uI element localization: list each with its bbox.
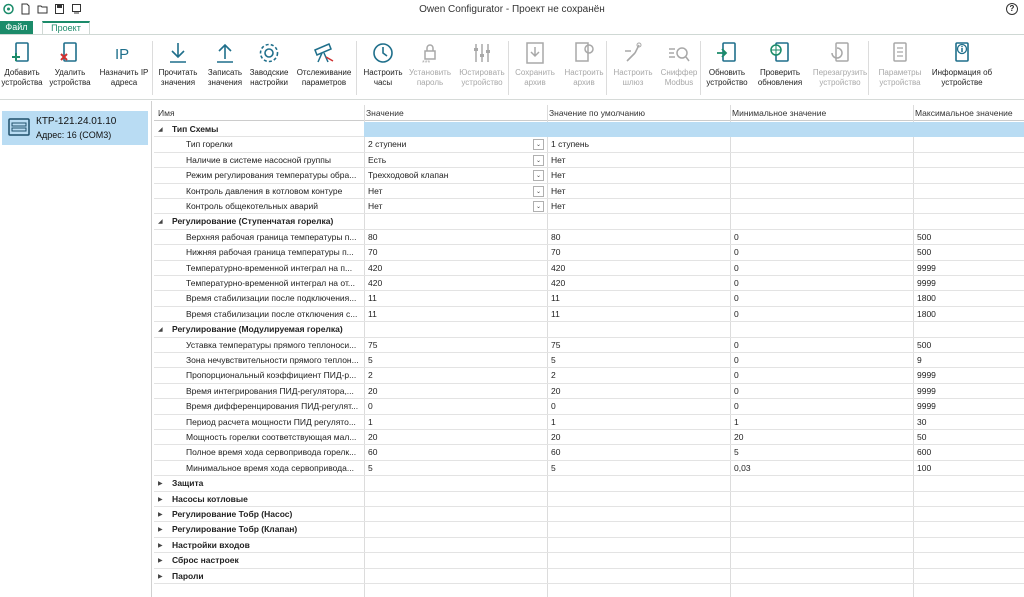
ribbon-separator — [152, 41, 153, 95]
archcfg-label-2: архив — [573, 77, 595, 87]
group-name: Регулирование (Ступенчатая горелка) — [172, 216, 334, 227]
param-default: 420 — [551, 262, 566, 273]
parameter-grid — [154, 105, 1024, 597]
collapsed-arrow-icon[interactable]: ▶ — [158, 573, 163, 580]
window-title: Owen Configurator - Проект не сохранён — [419, 4, 605, 15]
param-value[interactable]: 2 — [368, 370, 373, 381]
read-label-1: Прочитать — [158, 68, 198, 77]
group-row[interactable] — [154, 569, 1024, 584]
selection-highlight — [364, 122, 1024, 137]
param-value[interactable]: 20 — [368, 385, 378, 396]
parameter-row[interactable] — [154, 430, 1024, 445]
update-label-2: устройство — [706, 77, 748, 87]
param-name: Мощность горелки соответствующая мал... — [186, 432, 357, 442]
del-label-2: устройства — [49, 77, 91, 87]
param-value[interactable]: 75 — [368, 339, 378, 350]
device-item[interactable] — [2, 111, 148, 145]
parameter-row[interactable] — [154, 384, 1024, 399]
help-icon[interactable]: ? — [1006, 3, 1018, 15]
param-min — [732, 168, 911, 184]
param-default: 2 — [551, 370, 556, 381]
ribbon-toolbar — [0, 34, 1024, 100]
gear-icon — [257, 41, 281, 65]
parameter-row[interactable] — [154, 230, 1024, 245]
param-name: Время дифференцирования ПИД-регулят... — [186, 401, 359, 412]
parameter-row[interactable] — [154, 168, 1024, 183]
ribbon-separator — [606, 41, 607, 95]
param-default: 60 — [551, 447, 561, 458]
adjust-label-2: устройство — [461, 77, 503, 87]
del-label-1: Удалить — [54, 68, 86, 77]
param-value[interactable]: 0 — [368, 401, 373, 412]
adjust-label-1: Юстировать — [459, 68, 505, 77]
group-row[interactable] — [154, 507, 1024, 522]
ribbon-separator — [868, 41, 869, 95]
param-min: 20 — [734, 432, 744, 442]
group-row[interactable] — [154, 214, 1024, 229]
param-name: Температурно-временной интеграл на от... — [186, 278, 355, 288]
chevron-down-icon[interactable]: ⌄ — [533, 139, 544, 150]
param-max: 9999 — [917, 262, 936, 273]
ribbon-separator — [700, 41, 701, 95]
factory-button[interactable] — [248, 39, 290, 97]
param-name: Контроль давления в котловом контуре — [186, 185, 343, 196]
reboot-label-1: Перезагрузить — [812, 68, 868, 77]
param-max: 600 — [917, 447, 932, 458]
param-name: Тип горелки — [186, 139, 233, 150]
parameter-row[interactable] — [154, 153, 1024, 168]
group-name: Регулирование Тобр (Клапан) — [172, 524, 298, 535]
device-add-icon — [10, 41, 34, 65]
group-name: Регулирование Тобр (Насос) — [172, 509, 293, 519]
param-default: Нет — [551, 201, 566, 211]
param-name: Режим регулирования температуры обра... — [186, 170, 357, 181]
write-button[interactable] — [202, 39, 248, 97]
col-header-min[interactable]: Минимальное значение — [732, 108, 827, 118]
globe-device-icon — [768, 41, 792, 65]
param-min: 0 — [734, 355, 739, 365]
add-label-1: Добавить — [4, 68, 40, 77]
read-label-2: значения — [160, 77, 196, 87]
col-header-value[interactable]: Значение — [366, 108, 404, 118]
telescope-icon — [312, 41, 336, 65]
param-value[interactable]: 420 — [368, 262, 383, 273]
param-min — [732, 153, 911, 169]
update-label-1: Обновить — [708, 68, 746, 77]
archsave-button — [512, 39, 558, 97]
group-row[interactable] — [154, 538, 1024, 553]
sniffer-button — [656, 39, 702, 97]
param-value[interactable]: 70 — [368, 247, 378, 258]
sniffer-label-1: Сниффер — [660, 68, 698, 77]
param-value[interactable]: Нет — [368, 185, 383, 196]
parameter-row[interactable] — [154, 307, 1024, 322]
param-default: 75 — [551, 339, 561, 350]
gateway-label-2: шлюз — [622, 77, 644, 87]
parameter-row[interactable] — [154, 245, 1024, 260]
pass-button — [406, 39, 454, 97]
param-max: 9999 — [917, 278, 936, 288]
gateway-label-1: Настроить — [613, 68, 653, 77]
param-value[interactable]: 2 ступени — [368, 139, 407, 150]
reboot-label-2: устройство — [819, 77, 861, 87]
device-name: КТР-121.24.01.10 — [36, 116, 117, 127]
param-name: Контроль общекотельных аварий — [186, 201, 319, 211]
clock-button[interactable] — [360, 39, 406, 97]
param-value[interactable]: 60 — [368, 447, 378, 458]
group-row[interactable] — [154, 322, 1024, 337]
update-button[interactable] — [704, 39, 750, 97]
param-max: 1800 — [917, 293, 936, 304]
param-max — [915, 153, 1022, 169]
factory-label-1: Заводские — [249, 68, 289, 77]
param-min: 0 — [734, 262, 739, 273]
checkupd-label-1: Проверить — [759, 68, 800, 77]
param-default: Нет — [551, 170, 566, 181]
param-value[interactable]: 5 — [368, 462, 373, 473]
archsave-label-1: Сохранить — [515, 68, 555, 77]
param-default: 20 — [551, 385, 561, 396]
group-name: Сброс настроек — [172, 555, 239, 566]
collapsed-arrow-icon[interactable]: ▶ — [158, 496, 163, 503]
param-name: Пропорциональный коэффициент ПИД-р... — [186, 370, 357, 381]
param-default: Нет — [551, 154, 566, 165]
group-name: Насосы котловые — [172, 493, 248, 504]
param-name: Зона нечувствительности прямого теплон... — [186, 355, 359, 365]
track-button[interactable] — [290, 39, 358, 97]
add-label-2: устройства — [1, 77, 43, 87]
title-bar — [0, 0, 1024, 20]
add-button[interactable] — [0, 39, 44, 97]
param-max — [915, 184, 1022, 200]
reboot-icon — [828, 41, 852, 65]
param-max: 500 — [917, 339, 932, 350]
parameter-row[interactable] — [154, 461, 1024, 476]
device-address: Адрес: 16 (COM3) — [36, 130, 112, 140]
group-row[interactable] — [154, 122, 1024, 137]
col-header-max[interactable]: Максимальное значение — [915, 108, 1013, 118]
param-default: 5 — [551, 462, 556, 473]
sniffer-icon — [667, 41, 691, 65]
device-params-icon — [888, 41, 912, 65]
tab-file[interactable]: Файл — [0, 21, 33, 34]
svg-text:***: *** — [422, 60, 431, 65]
expanded-arrow-icon[interactable]: ◢ — [158, 327, 163, 334]
ip-label-2: адреса — [110, 77, 138, 87]
parameter-row[interactable] — [154, 184, 1024, 199]
sliders-icon — [470, 41, 494, 65]
archcfg-button — [558, 39, 610, 97]
param-value[interactable]: Трехходовой клапан — [368, 170, 449, 181]
info-label-1: Информация об — [931, 68, 993, 77]
param-name: Время стабилизации после подключения... — [186, 293, 357, 304]
param-name: Наличие в системе насосной группы — [186, 154, 331, 165]
param-min: 0 — [734, 370, 739, 381]
device-icon — [8, 118, 30, 136]
gateway-icon — [621, 41, 645, 65]
param-max: 100 — [917, 462, 932, 473]
download-arrow-icon — [166, 41, 190, 65]
clock-label-2: часы — [373, 77, 393, 87]
params-label-2: устройства — [879, 77, 921, 87]
group-name: Защита — [172, 478, 204, 489]
parameter-row[interactable] — [154, 368, 1024, 383]
lock-icon — [418, 41, 442, 65]
param-min: 0,03 — [734, 462, 751, 473]
group-name: Настройки входов — [172, 539, 250, 550]
device-update-icon — [715, 41, 739, 65]
param-value[interactable]: 20 — [368, 432, 378, 442]
param-max: 9999 — [917, 385, 936, 396]
collapsed-arrow-icon[interactable]: ▶ — [158, 481, 163, 488]
param-name: Нижняя рабочая граница температуры п... — [186, 247, 354, 258]
param-value[interactable]: 420 — [368, 278, 383, 288]
ribbon-separator — [508, 41, 509, 95]
param-min: 5 — [734, 447, 739, 458]
parameter-row[interactable] — [154, 415, 1024, 430]
param-name: Минимальное время хода сервопривода... — [186, 462, 354, 473]
tab-project[interactable]: Проект — [42, 21, 90, 34]
param-max: 1800 — [917, 308, 936, 319]
param-value[interactable]: 11 — [368, 308, 377, 319]
param-default: 11 — [551, 308, 560, 319]
chevron-down-icon[interactable]: ⌄ — [533, 201, 544, 212]
info-label-2: устройстве — [941, 77, 983, 87]
collapsed-arrow-icon[interactable]: ▶ — [158, 512, 163, 518]
gateway-button — [610, 39, 656, 97]
param-min — [732, 137, 911, 153]
param-name: Полное время хода сервопривода горелк... — [186, 447, 357, 458]
param-value[interactable]: Нет — [368, 201, 383, 211]
info-button[interactable] — [928, 39, 996, 97]
param-min: 0 — [734, 231, 739, 242]
parameter-row[interactable] — [154, 291, 1024, 306]
param-max: 500 — [917, 231, 932, 242]
param-max — [915, 168, 1022, 184]
write-label-1: Записать — [207, 68, 243, 77]
group-row[interactable] — [154, 553, 1024, 568]
svg-text:IP: IP — [115, 46, 130, 63]
chevron-down-icon[interactable]: ⌄ — [533, 155, 544, 166]
param-name: Температурно-временной интеграл на п... — [186, 262, 353, 273]
parameter-row[interactable] — [154, 137, 1024, 152]
upload-arrow-icon — [213, 41, 237, 65]
param-name: Уставка температуры прямого теплоноси... — [186, 339, 357, 350]
ribbon-separator — [356, 41, 357, 95]
param-name: Период расчета мощности ПИД регулято... — [186, 416, 356, 427]
param-default: 420 — [551, 278, 566, 288]
adjust-button — [454, 39, 510, 97]
param-default: 0 — [551, 401, 556, 412]
group-name: Пароли — [172, 570, 204, 581]
track-label-1: Отслеживание — [296, 68, 352, 77]
chevron-down-icon[interactable]: ⌄ — [533, 170, 544, 181]
param-default: 5 — [551, 355, 556, 365]
group-row[interactable] — [154, 492, 1024, 507]
parameter-row[interactable] — [154, 199, 1024, 214]
factory-label-2: настройки — [250, 77, 288, 87]
param-max — [915, 137, 1022, 153]
ip-button[interactable] — [96, 39, 152, 97]
reboot-button — [808, 39, 872, 97]
param-max: 500 — [917, 247, 932, 258]
ribbon-tabs — [0, 20, 1024, 34]
parameter-row[interactable] — [154, 338, 1024, 353]
params-label-1: Параметры — [878, 68, 922, 77]
archsave-label-2: архив — [524, 77, 546, 87]
param-min — [732, 184, 911, 200]
collapsed-arrow-icon[interactable]: ▶ — [158, 527, 163, 534]
param-max: 9999 — [917, 370, 936, 381]
expanded-arrow-icon[interactable]: ◢ — [158, 219, 163, 226]
param-default: 11 — [551, 293, 560, 304]
param-min: 0 — [734, 385, 739, 396]
param-min: 0 — [734, 247, 739, 258]
write-label-2: значения — [207, 77, 243, 87]
group-row[interactable] — [154, 476, 1024, 491]
param-min: 1 — [734, 416, 739, 427]
read-button[interactable] — [154, 39, 202, 97]
param-default: 20 — [551, 432, 561, 442]
param-default: 1 — [551, 416, 556, 427]
param-default: 1 ступень — [551, 139, 590, 150]
collapsed-arrow-icon[interactable]: ▶ — [158, 542, 163, 549]
grid-header — [154, 105, 1024, 121]
param-name: Время стабилизации после отключения с... — [186, 308, 358, 319]
param-max — [915, 199, 1022, 215]
parameter-row[interactable] — [154, 353, 1024, 368]
group-name: Тип Схемы — [172, 124, 219, 134]
param-default: 70 — [551, 247, 561, 258]
param-min: 0 — [734, 293, 739, 304]
param-value[interactable]: 5 — [368, 355, 373, 365]
chevron-down-icon[interactable]: ⌄ — [533, 186, 544, 197]
parameter-row[interactable] — [154, 445, 1024, 460]
device-tree-panel — [0, 101, 152, 597]
param-min — [732, 199, 911, 215]
checkupd-button[interactable] — [752, 39, 808, 97]
collapsed-arrow-icon[interactable]: ▶ — [158, 558, 163, 565]
expanded-arrow-icon[interactable]: ◢ — [158, 127, 163, 133]
param-default: 80 — [551, 231, 561, 242]
param-default: Нет — [551, 185, 566, 196]
col-header-name[interactable]: Имя — [158, 108, 175, 118]
param-name: Верхняя рабочая граница температуры п... — [186, 231, 357, 242]
parameter-row[interactable] — [154, 261, 1024, 276]
sniffer-label-2: Modbus — [664, 77, 694, 87]
param-value[interactable]: Есть — [368, 154, 387, 165]
param-min: 0 — [734, 278, 739, 288]
param-min: 0 — [734, 339, 739, 350]
ip-icon — [112, 41, 136, 65]
param-name: Время интегрирования ПИД-регулятора,... — [186, 385, 354, 396]
del-button[interactable] — [44, 39, 96, 97]
group-name: Регулирование (Модулируемая горелка) — [172, 324, 343, 335]
param-min: 0 — [734, 401, 739, 412]
checkupd-label-2: обновления — [757, 77, 803, 87]
param-max: 9999 — [917, 401, 936, 412]
ip-label-1: Назначить IP — [99, 68, 149, 77]
archive-gear-icon — [572, 41, 596, 65]
info-icon — [950, 41, 974, 65]
parameter-row[interactable] — [154, 399, 1024, 414]
parameter-row[interactable] — [154, 276, 1024, 291]
param-value[interactable]: 11 — [368, 293, 377, 304]
group-row[interactable] — [154, 522, 1024, 537]
param-max: 50 — [917, 432, 927, 442]
clock-icon — [371, 41, 395, 65]
archcfg-label-1: Настроить — [564, 68, 604, 77]
params-button — [872, 39, 928, 97]
param-max: 9 — [917, 355, 922, 365]
pass-label-2: пароль — [416, 77, 444, 87]
param-min: 0 — [734, 308, 739, 319]
col-header-default[interactable]: Значение по умолчанию — [549, 108, 646, 118]
param-max: 30 — [917, 416, 927, 427]
track-label-2: параметров — [301, 77, 347, 87]
clock-label-1: Настроить — [363, 68, 403, 77]
param-value[interactable]: 80 — [368, 231, 378, 242]
param-value[interactable]: 1 — [368, 416, 373, 427]
archive-save-icon — [523, 41, 547, 65]
pass-label-1: Установить — [409, 68, 451, 77]
device-remove-icon — [58, 41, 82, 65]
